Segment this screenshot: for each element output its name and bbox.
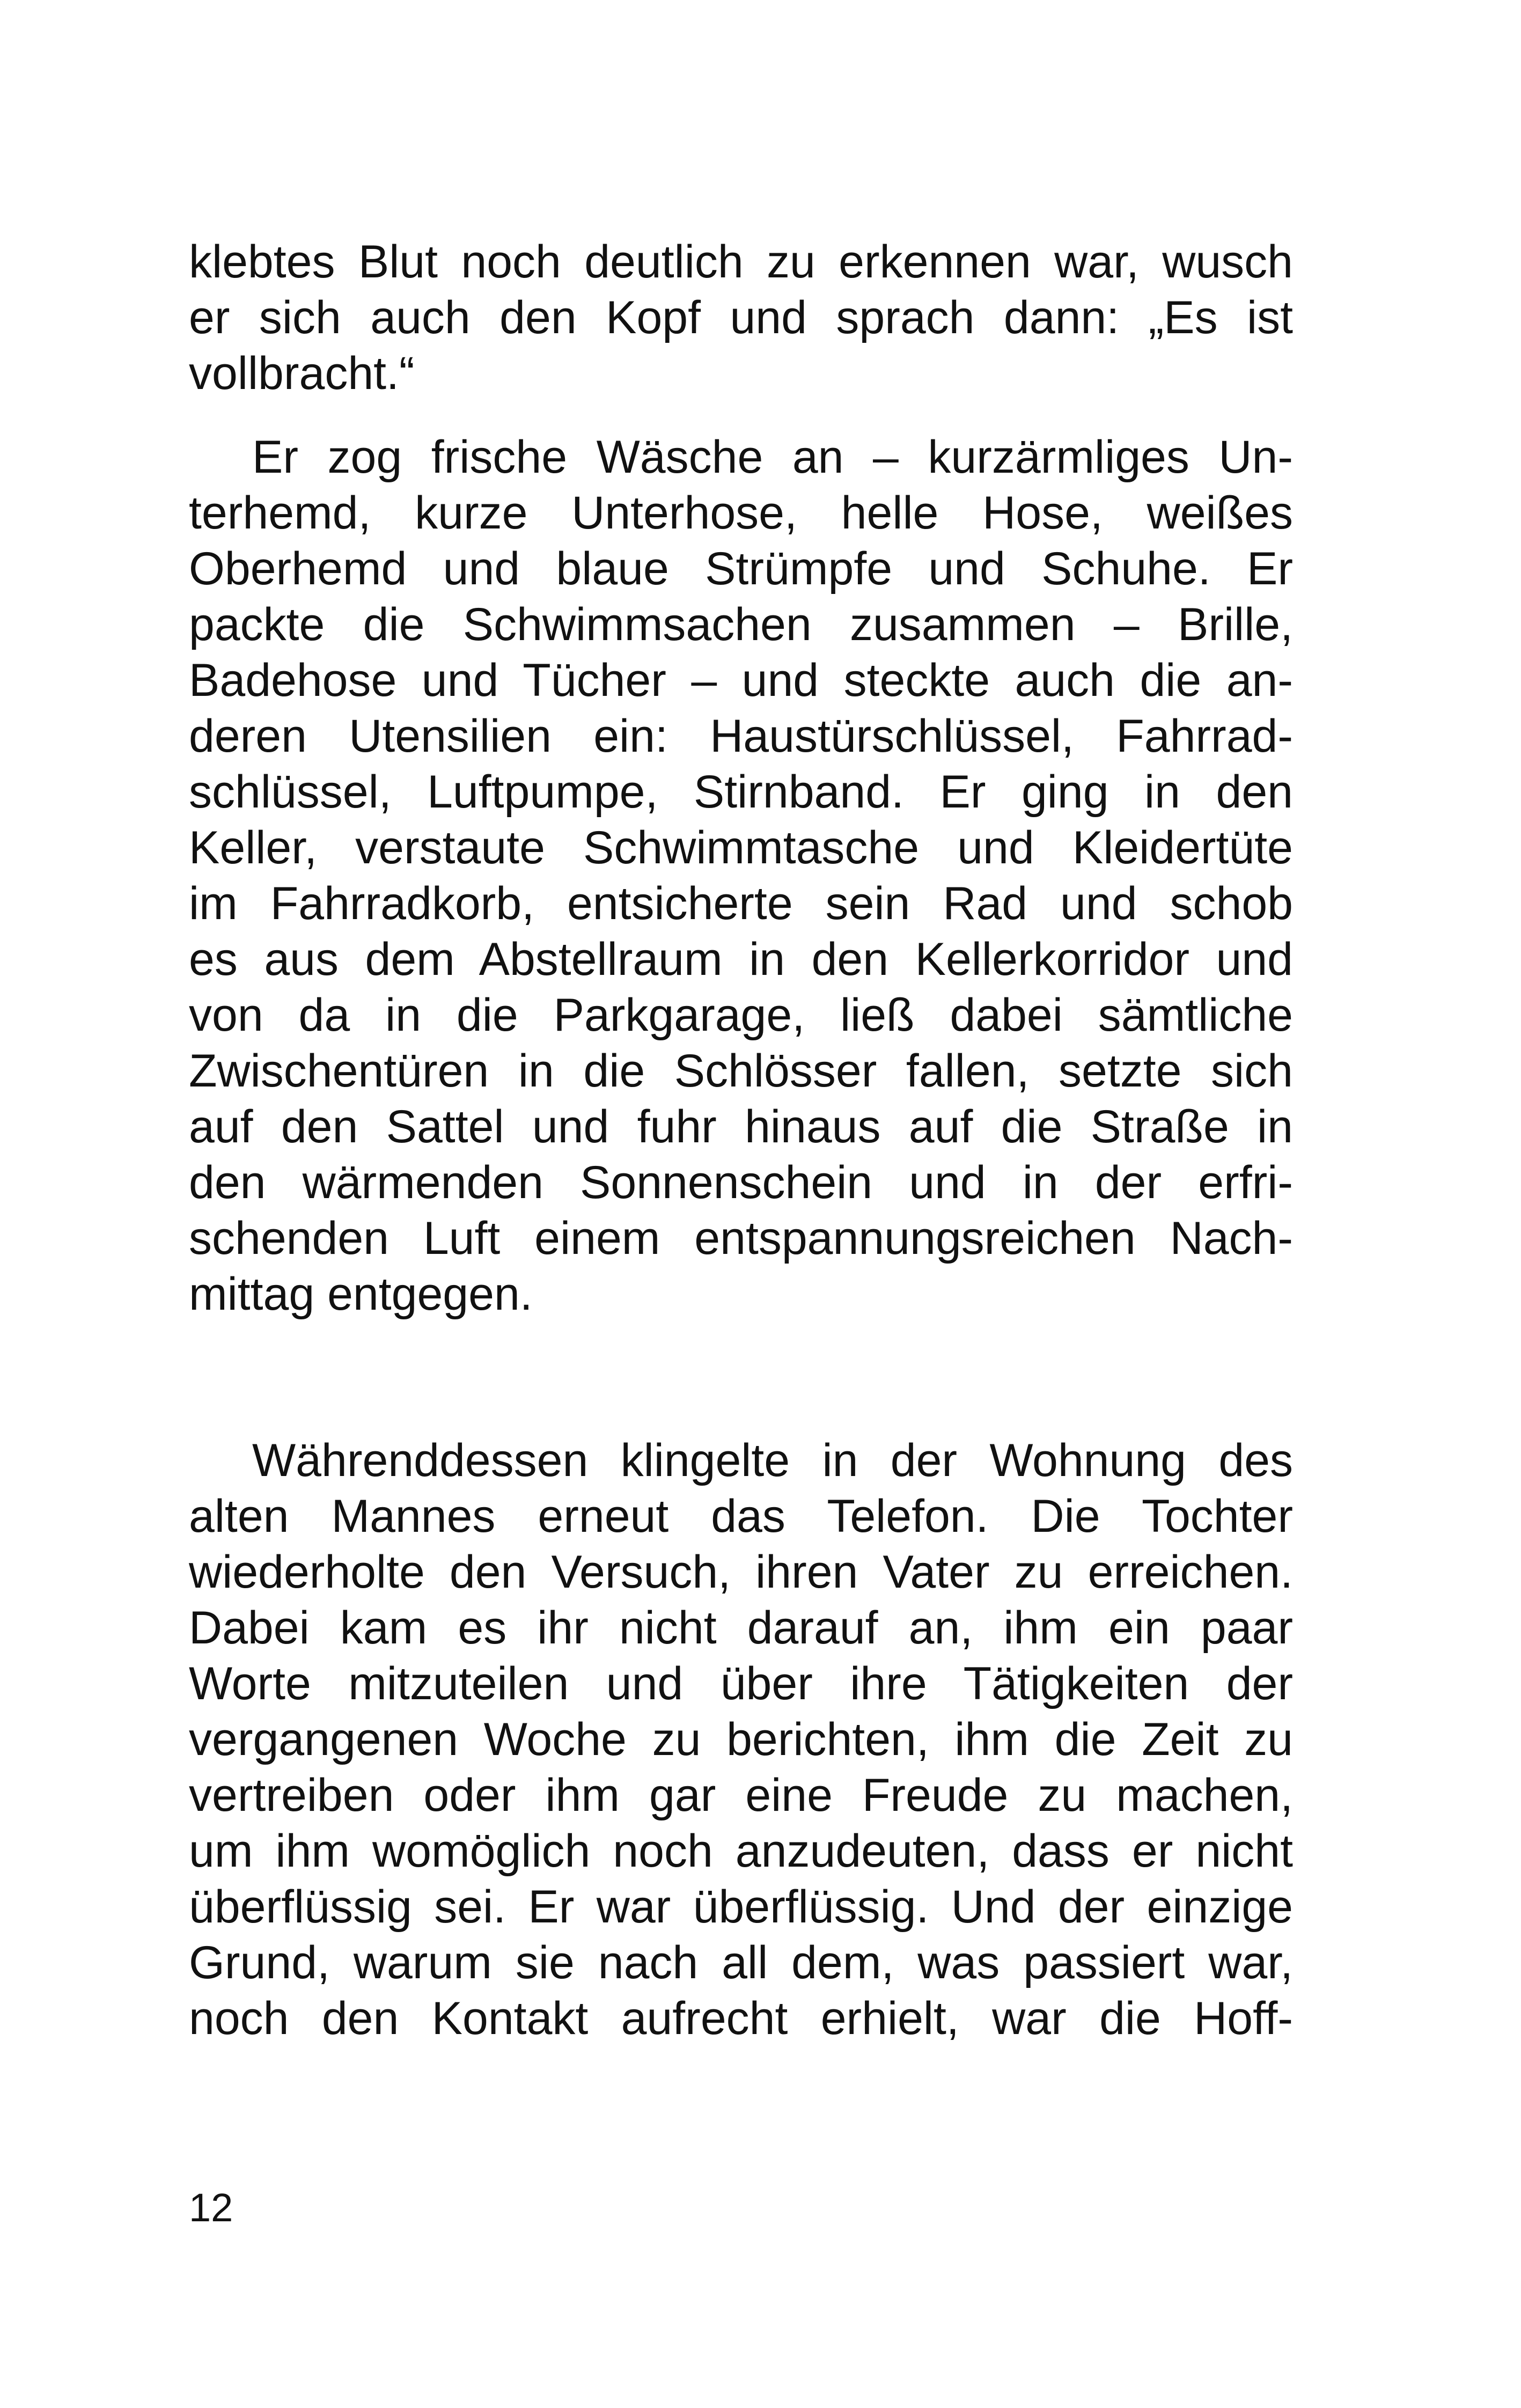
text-line: Zwischentüren in die Schlösser fallen, setzte sich <box>189 1045 1293 1097</box>
text-line: Er zog frische Wäsche an – kurzärmliges Un- <box>252 431 1293 483</box>
text-line: terhemd, kurze Unterhose, helle Hose, weißes <box>189 487 1293 539</box>
paragraph-packing-and-leaving <box>189 429 1293 1322</box>
text-line: schenden Luft einem entspannungsreichen Nach- <box>189 1213 1293 1264</box>
text-line: alten Mannes erneut das Telefon. Die Tochter <box>189 1491 1293 1542</box>
text-line: vertreiben oder ihm gar eine Freude zu machen, <box>189 1770 1293 1821</box>
text-line: deren Utensilien ein: Haustürschlüssel, Fahrrad- <box>189 710 1293 762</box>
text-line: Dabei kam es ihr nicht darauf an, ihm ein paar <box>189 1602 1293 1654</box>
text-line: mittag entgegen. <box>189 1268 533 1320</box>
text-line: Worte mitzuteilen und über ihre Tätigkeiten der <box>189 1658 1293 1709</box>
text-line: von da in die Parkgarage, ließ dabei sämtliche <box>189 989 1293 1041</box>
text-line: klebtes Blut noch deutlich zu erkennen war, wusch <box>189 236 1293 288</box>
text-line: Oberhemd und blaue Strümpfe und Schuhe. Er <box>189 543 1293 594</box>
paragraph-continuation <box>189 234 1293 401</box>
text-line: Badehose und Tücher – und steckte auch die an- <box>189 655 1293 706</box>
text-line: vergangenen Woche zu berichten, ihm die Zeit zu <box>189 1714 1293 1765</box>
text-line: Keller, verstaute Schwimmtasche und Kleidertüte <box>189 822 1293 873</box>
text-line: noch den Kontakt aufrecht erhielt, war die Hoff- <box>189 1993 1293 2044</box>
text-line: auf den Sattel und fuhr hinaus auf die Straße in <box>189 1101 1293 1152</box>
text-line: überflüssig sei. Er war überflüssig. Und der einzige <box>189 1881 1293 1933</box>
text-line: vollbracht.“ <box>189 348 415 399</box>
text-line: packte die Schwimmsachen zusammen – Brille, <box>189 599 1293 650</box>
text-line: es aus dem Abstellraum in den Kellerkorridor und <box>189 934 1293 985</box>
text-line: im Fahrradkorb, entsicherte sein Rad und schob <box>189 878 1293 929</box>
text-line: wiederholte den Versuch, ihren Vater zu erreichen. <box>189 1546 1293 1598</box>
text-line: Währenddessen klingelte in der Wohnung des <box>252 1435 1293 1486</box>
text-line: um ihm womöglich noch anzudeuten, dass er nicht <box>189 1825 1293 1877</box>
page-number: 12 <box>189 2185 233 2230</box>
text-line: den wärmenden Sonnenschein und in der erfri- <box>189 1157 1293 1208</box>
text-line: schlüssel, Luftpumpe, Stirnband. Er ging in den <box>189 766 1293 818</box>
text-line: er sich auch den Kopf und sprach dann: „Es ist <box>189 292 1293 343</box>
text-line: Grund, warum sie nach all dem, was passiert war, <box>189 1937 1293 1988</box>
paragraph-telephone <box>189 1433 1293 2046</box>
